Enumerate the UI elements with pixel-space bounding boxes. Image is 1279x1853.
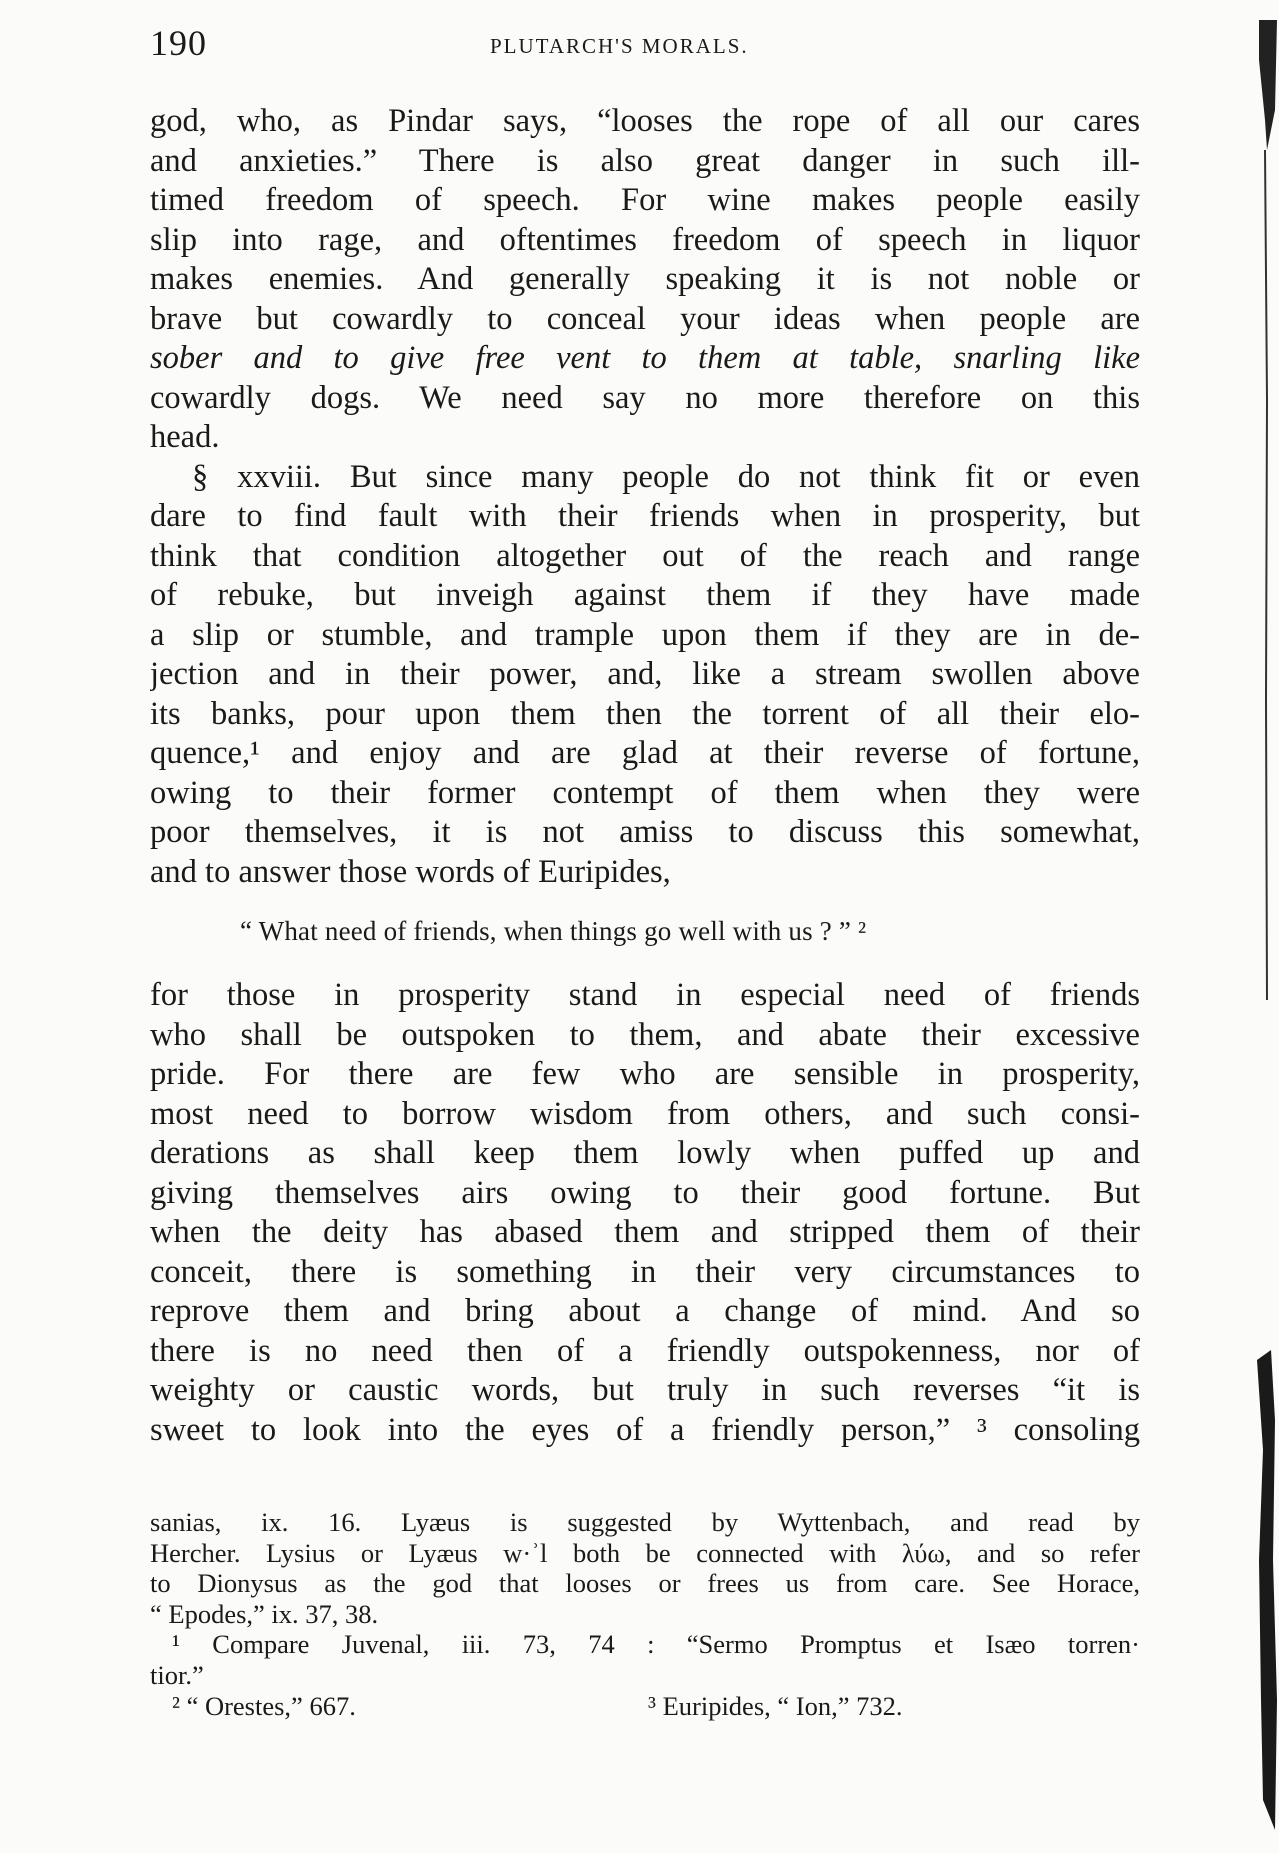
text-line: most need to borrow wisdom from others, and such consi- — [150, 1095, 1140, 1132]
text-line: and to answer those words of Euripides, — [150, 853, 671, 890]
main-text-block-continued — [150, 976, 1140, 1450]
text-line: there is no need then of a friendly outspokenness, nor of — [150, 1332, 1140, 1369]
verse-quotation: “ What need of friends, when things go well with us ? ” ² — [240, 916, 867, 946]
text-line: reprove them and bring about a change of mind. And so — [150, 1293, 1140, 1329]
footnotes — [150, 1507, 1140, 1724]
text-line: and anxieties.” There is also great danger in such ill- — [150, 142, 1140, 179]
text-line: derations as shall keep them lowly when puffed up and — [150, 1135, 1140, 1171]
text-line: who shall be outspoken to them, and abate their excessive — [150, 1016, 1140, 1053]
text-line: poor themselves, it is not amiss to discuss this somewhat, — [150, 814, 1140, 850]
text-line: slip into rage, and oftentimes freedom of speech in liquor — [150, 221, 1140, 258]
text-line: god, who, as Pindar says, “looses the rope of all our cares — [150, 103, 1140, 139]
text-line: of rebuke, but inveigh against them if they have made — [150, 577, 1140, 613]
text-line: head. — [150, 419, 220, 455]
text-line: cowardly dogs. We need say no more therefore on this — [150, 379, 1140, 416]
footnote-line: “ Epodes,” ix. 37, 38. — [150, 1598, 379, 1629]
text-line: quence,¹ and enjoy and are glad at their reverse of fortune, — [150, 735, 1140, 771]
text-line: dare to find fault with their friends when in prosperity, but — [150, 498, 1140, 534]
text-line: conceit, there is something in their very circumstances to — [150, 1253, 1140, 1290]
text-line: owing to their former contempt of them when they were — [150, 774, 1140, 811]
footnote-line: sanias, ix. 16. Lyæus is suggested by Wyttenbach, and read by — [150, 1507, 1140, 1537]
footnote-line: Hercher. Lysius or Lyæus w·ʾl both be connected with λύω, and so refer — [150, 1537, 1140, 1568]
footnote-line: ¹ Compare Juvenal, iii. 73, 74 : “Sermo Promptus et Isæo torren· — [172, 1629, 1140, 1659]
text-line: its banks, pour upon them then the torrent of all their elo- — [150, 695, 1140, 732]
footnote-3: ³ Euripides, “ Ion,” 732. — [648, 1691, 903, 1721]
running-head: PLUTARCH'S MORALS. — [490, 34, 749, 58]
binding-shadow — [1237, 0, 1279, 1853]
footnote-2: ² “ Orestes,” 667. — [172, 1691, 356, 1721]
text-line: timed freedom of speech. For wine makes people easily — [150, 182, 1140, 218]
text-line: when the deity has abased them and stripped them of their — [150, 1214, 1140, 1250]
text-line: makes enemies. And generally speaking it is not noble or — [150, 261, 1140, 297]
footnote-pair — [150, 1690, 1140, 1724]
section-heading-line: § xxviii. But since many people do not think fit or even — [192, 458, 1140, 495]
text-line: giving themselves airs owing to their good fortune. But — [150, 1174, 1140, 1211]
text-line: a slip or stumble, and trample upon them if they are in de- — [150, 616, 1140, 653]
footnote-line: tior.” — [150, 1659, 204, 1690]
text-line: pride. For there are few who are sensible in prosperity, — [150, 1056, 1140, 1092]
text-line: for those in prosperity stand in especial need of friends — [150, 977, 1140, 1013]
text-line: sweet to look into the eyes of a friendly person,” ³ consoling — [150, 1411, 1140, 1448]
page-number: 190 — [150, 23, 207, 63]
main-text-block — [150, 102, 1140, 892]
text-line: jection and in their power, and, like a stream swollen above — [150, 656, 1140, 692]
text-line: brave but cowardly to conceal your ideas when people are — [150, 300, 1140, 337]
text-line: weighty or caustic words, but truly in such reverses “it is — [150, 1372, 1140, 1408]
footnote-line: to Dionysus as the god that looses or frees us from care. See Horace, — [150, 1568, 1140, 1598]
text-line: think that condition altogether out of the reach and range — [150, 537, 1140, 574]
text-line: sober and to give free vent to them at table, snarling like — [150, 340, 1140, 376]
